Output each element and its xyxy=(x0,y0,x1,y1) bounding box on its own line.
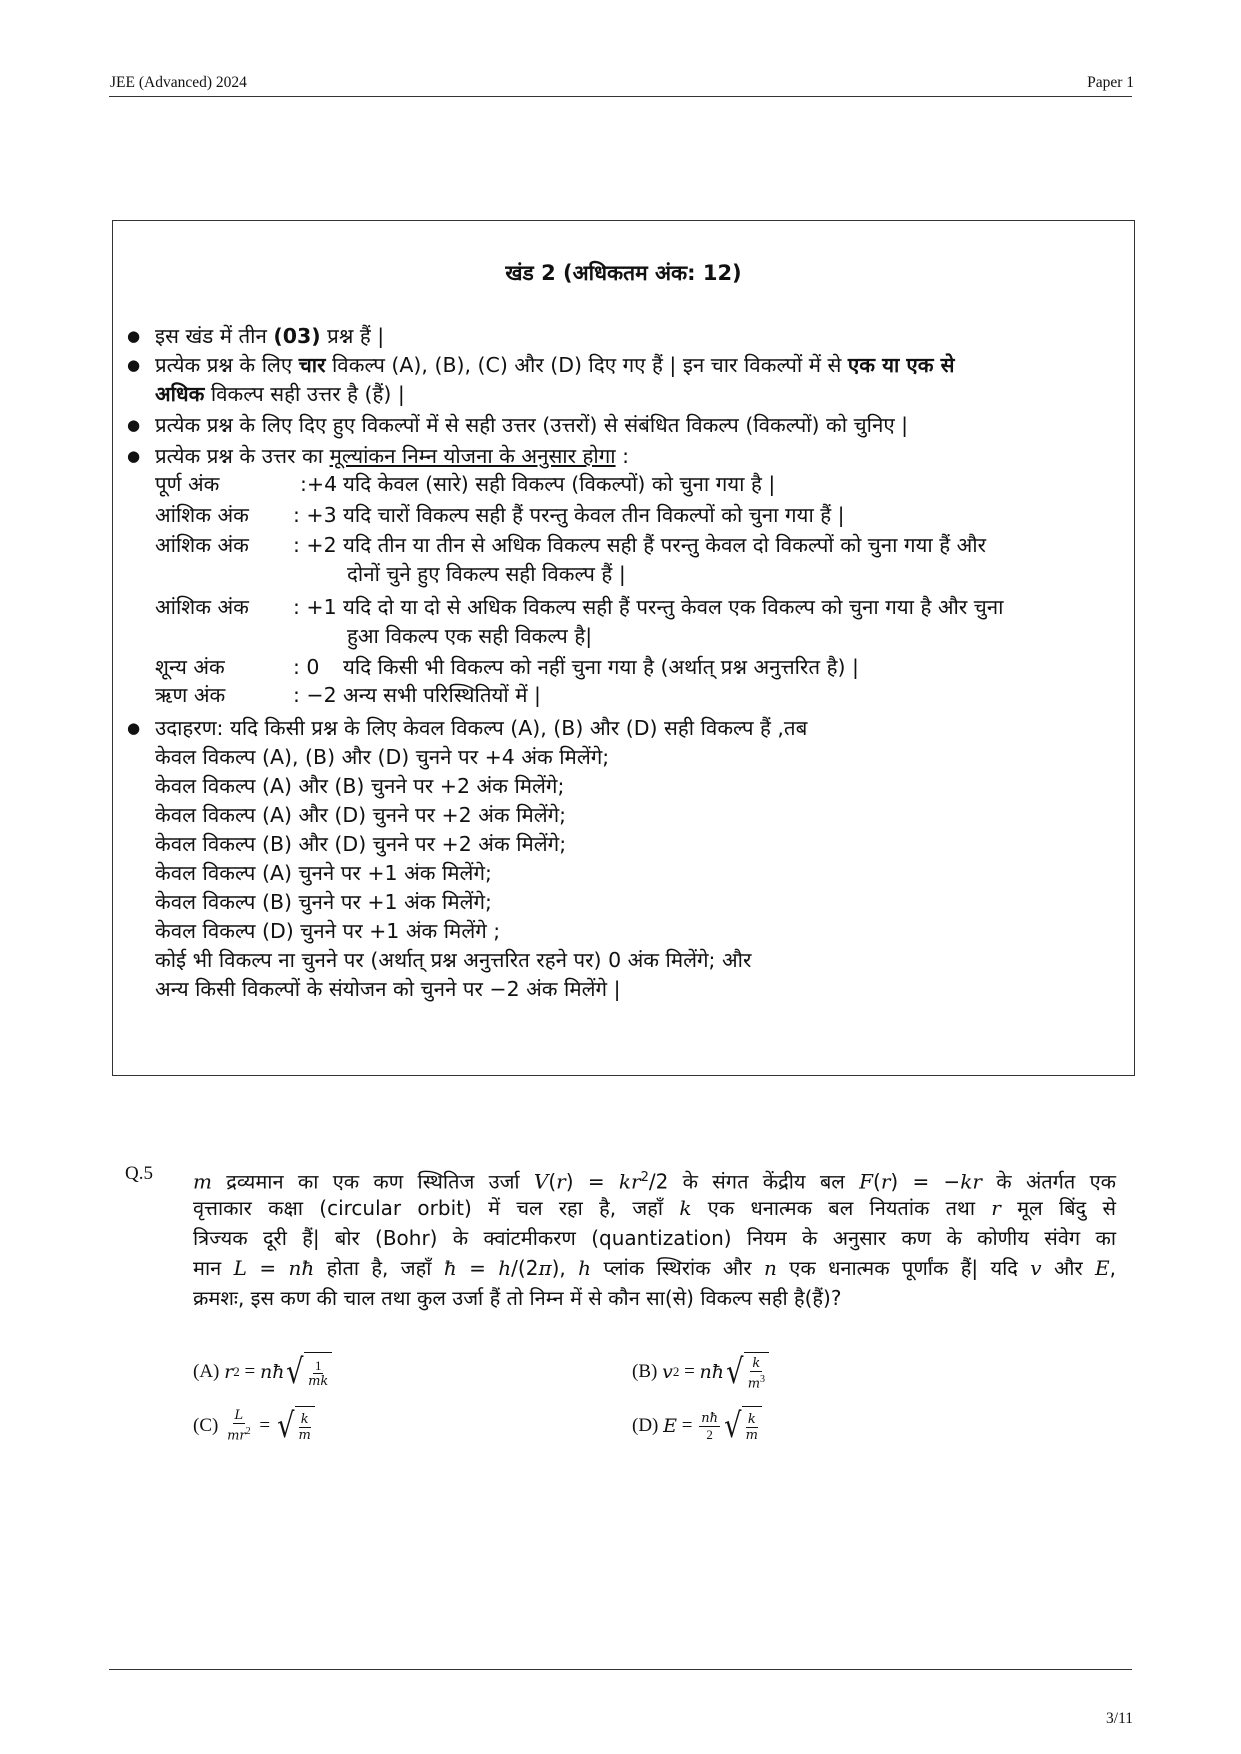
scheme-text-partial3: यदि चारों विकल्प सही हैं परन्तु केवल तीन विकल्पों को चुना गया हैं | xyxy=(343,503,845,527)
page-number: 3/11 xyxy=(1106,1710,1133,1727)
example-line: केवल विकल्प (B) चुनने पर +1 अंक मिलेंगे; xyxy=(155,890,492,914)
scheme-value-partial1: : +1 xyxy=(293,595,337,619)
option-b[interactable]: (B) v 2 = nħ √ $\frac{k}{m^3}$ xyxy=(632,1352,769,1392)
example-line: केवल विकल्प (A) और (B) चुनने पर +2 अंक मिलेंगे; xyxy=(155,774,565,798)
scheme-value-negative: : −2 xyxy=(293,683,337,707)
scheme-label-zero: शून्य अंक xyxy=(155,655,225,679)
scheme-value-full: :+4 xyxy=(300,472,338,496)
scheme-text-negative: अन्य सभी परिस्थितियों में | xyxy=(343,683,541,707)
question-number: Q.5 xyxy=(125,1163,153,1184)
sqrt-symbol: √ $\frac{k}{m^3}$ xyxy=(724,1352,769,1392)
example-line: केवल विकल्प (A) चुनने पर +1 अंक मिलेंगे; xyxy=(155,861,492,885)
scheme-text-zero: यदि किसी भी विकल्प को नहीं चुना गया है (अर्थात् प्रश्न अनुत्तरित है) | xyxy=(343,655,859,679)
scheme-text-partial1: यदि दो या दो से अधिक विकल्प सही हैं परन्तु केवल एक विकल्प को चुना गया है और चुना xyxy=(343,595,1004,619)
example-line: अन्य किसी विकल्पों के संयोजन को चुनने पर −2 अंक मिलेंगे | xyxy=(155,977,621,1001)
instruction-options-line1: प्रत्येक प्रश्न के लिए चार विकल्प (A), (B), (C) और (D) दिए गए हैं | इन चार विकल्पों में से एक या एक से xyxy=(155,353,955,377)
question-text-line4: मान L = nħ होता है, जहाँ ħ = h/(2π), h प्लांक स्थिरांक और n एक धनात्मक पूर्णांक हैं| यदि v और E, xyxy=(193,1256,1117,1280)
question-text-line5: क्रमशः, इस कण की चाल तथा कुल उर्जा हैं तो निम्न में से कौन सा(से) विकल्प सही है(हैं)? xyxy=(193,1286,842,1310)
scheme-label-partial1: आंशिक अंक xyxy=(155,595,249,619)
example-line: केवल विकल्प (A), (B) और (D) चुनने पर +4 अंक मिलेंगे; xyxy=(155,745,610,769)
section-instructions-box xyxy=(112,220,1135,1076)
instruction-options-line2: अधिक विकल्प सही उत्तर है (हैं) | xyxy=(155,382,405,406)
scheme-value-partial2: : +2 xyxy=(293,533,337,557)
scheme-text-partial2-cont: दोनों चुने हुए विकल्प सही विकल्प हैं | xyxy=(347,562,626,586)
example-line: केवल विकल्प (D) चुनने पर +1 अंक मिलेंगे ; xyxy=(155,919,501,943)
exam-name: JEE (Advanced) 2024 xyxy=(110,74,247,91)
sqrt-symbol: √ $\frac{k}{m}$ xyxy=(275,1406,315,1446)
instruction-choose: प्रत्येक प्रश्न के लिए दिए हुए विकल्पों में से सही उत्तर (उत्तरों) से संबंधित विकल्प (विकल्पों) को चुनिए | xyxy=(155,413,909,437)
bullet-icon: ● xyxy=(127,327,141,345)
scheme-value-zero: : 0 xyxy=(293,655,320,679)
instruction-question-count: इस खंड में तीन (03) प्रश्न हैं | xyxy=(155,324,385,348)
scheme-text-full: यदि केवल (सारे) सही विकल्प (विकल्पों) को चुना गया है | xyxy=(343,472,776,496)
bullet-icon: ● xyxy=(127,356,141,374)
bullet-icon: ● xyxy=(127,416,141,434)
scheme-label-partial3: आंशिक अंक xyxy=(155,503,249,527)
option-d[interactable]: (D) E = $\frac{nħ}{2}$ √ $\frac{k}{m}$ xyxy=(632,1406,762,1446)
question-text-line3: त्रिज्यक दूरी हैं| बोर (Bohr) के क्वांटमीकरण (quantization) नियम के अनुसार कण के कोणीय संवेग का xyxy=(193,1226,1116,1250)
bullet-icon: ● xyxy=(127,447,141,465)
example-line: कोई भी विकल्प ना चुनने पर (अर्थात् प्रश्न अनुत्तरित रहने पर) 0 अंक मिलेंगे; और xyxy=(155,948,752,972)
section-title: खंड 2 (अधिकतम अंक: 12) xyxy=(505,261,742,285)
scheme-text-partial1-cont: हुआ विकल्प एक सही विकल्प है| xyxy=(347,624,593,648)
question-text-line2: वृत्ताकार कक्षा (circular orbit) में चल रहा है, जहाँ k एक धनात्मक बल नियतांक तथा r मूल बिंदु से xyxy=(193,1196,1116,1220)
question-text-line1: m द्रव्यमान का एक कण स्थितिज उर्जा $V(r) = kr^2/2$ के संगत केंद्रीय बल F(r) = −kr के अंतर्गत एक xyxy=(193,1169,1116,1194)
scheme-label-negative: ऋण अंक xyxy=(155,683,226,707)
example-heading: उदाहरण: यदि किसी प्रश्न के लिए केवल विकल्प (A), (B) और (D) सही विकल्प हैं ,तब xyxy=(155,716,808,740)
scheme-label-full: पूर्ण अंक xyxy=(155,472,220,496)
instruction-evaluation: प्रत्येक प्रश्न के उत्तर का मूल्यांकन निम्न योजना के अनुसार होगा : xyxy=(155,444,629,468)
option-c[interactable]: (C) $\frac{L}{mr^2}$ = √ $\frac{k}{m}$ xyxy=(193,1406,315,1446)
scheme-label-partial2: आंशिक अंक xyxy=(155,533,249,557)
example-line: केवल विकल्प (A) और (D) चुनने पर +2 अंक मिलेंगे; xyxy=(155,803,567,827)
scheme-value-partial3: : +3 xyxy=(293,503,337,527)
scheme-text-partial2: यदि तीन या तीन से अधिक विकल्प सही हैं परन्तु केवल दो विकल्पों को चुना गया हैं और xyxy=(343,533,987,557)
header-rule xyxy=(109,96,1132,97)
sqrt-symbol: √ $\frac{1}{mk}$ xyxy=(284,1352,332,1392)
sqrt-symbol: √ $\frac{k}{m}$ xyxy=(722,1406,762,1446)
option-a[interactable]: (A) r 2 = nħ √ $\frac{1}{mk}$ xyxy=(193,1352,332,1392)
bullet-icon: ● xyxy=(127,719,141,737)
footer-rule xyxy=(109,1669,1132,1670)
example-line: केवल विकल्प (B) और (D) चुनने पर +2 अंक मिलेंगे; xyxy=(155,832,567,856)
paper-label: Paper 1 xyxy=(1087,74,1134,91)
